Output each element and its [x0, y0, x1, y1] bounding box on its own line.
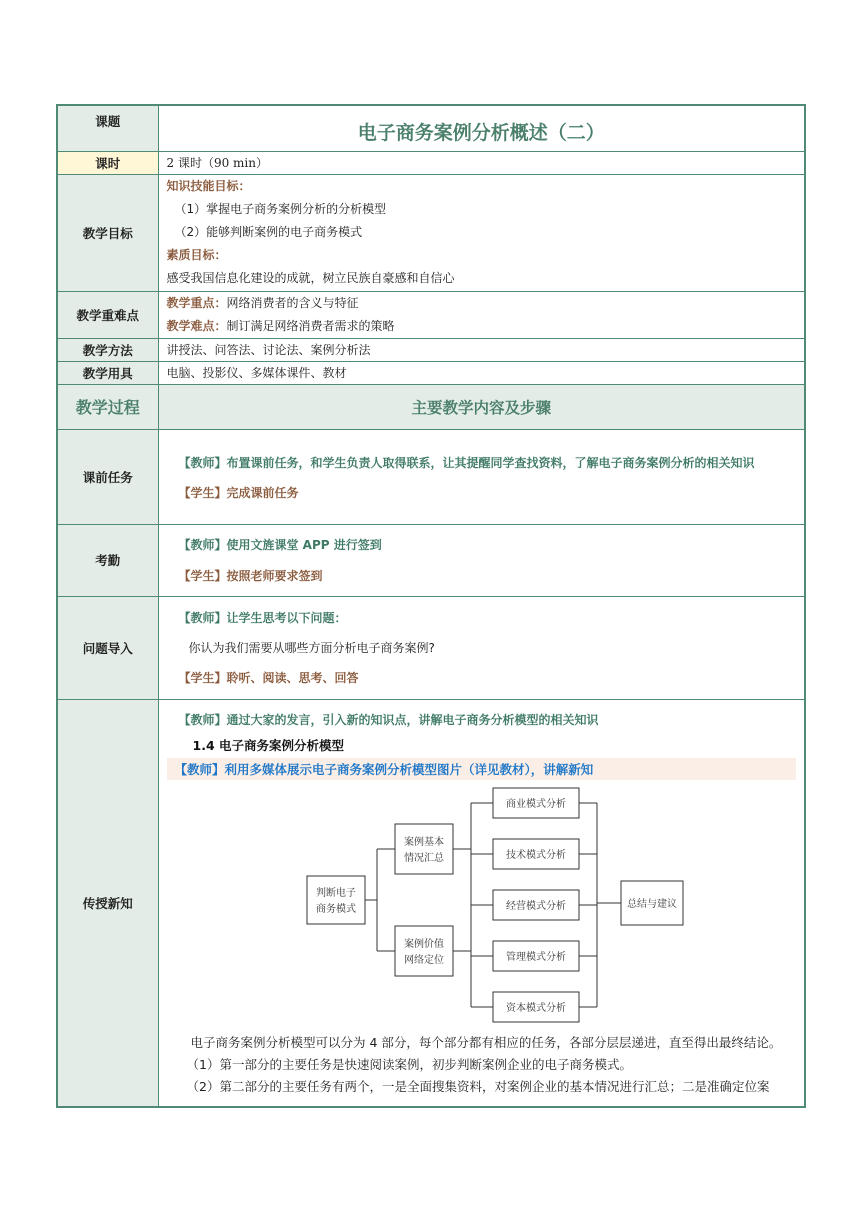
quality-goal-text: 感受我国信息化建设的成就，树立民族自豪感和自信心 — [166, 271, 455, 285]
pre-task-student: 【学生】完成课前任务 — [178, 485, 299, 500]
intro-teacher: 【教师】让学生思考以下问题： — [178, 610, 347, 625]
node-basic-info-line1: 案例基本 — [403, 836, 444, 848]
goal-item-1: （1）掌握电子商务案例分析的分析模型 — [174, 202, 387, 216]
pre-task-content — [158, 429, 805, 524]
attendance-content — [158, 524, 805, 596]
intro-question: 你认为我们需要从哪些方面分析电子商务案例? — [188, 640, 435, 655]
attendance-student: 【学生】按照老师要求签到 — [178, 568, 323, 583]
node-basic-info — [395, 824, 453, 874]
goal-item-2: （2）能够判断案例的电子商务模式 — [174, 225, 363, 239]
keypoints-label: 教学重难点 — [57, 291, 158, 338]
key-text: 网络消费者的含义与特征 — [226, 295, 359, 310]
knowledge-goal-title: 知识技能目标： — [166, 179, 251, 193]
teach-para-3: （2）第二部分的主要任务有两个，一是全面搜集资料，对案例企业的基本情况进行汇总；二是准确定位案 — [186, 1078, 770, 1094]
method-row — [57, 338, 805, 361]
teach-content — [158, 699, 805, 1107]
lesson-plan-table — [56, 104, 806, 1108]
teach-label: 传授新知 — [57, 699, 158, 1107]
intro-label: 问题导入 — [57, 596, 158, 699]
node-root-line1: 判断电子 — [315, 887, 356, 899]
goals-row — [57, 174, 805, 291]
attendance-row — [57, 524, 805, 596]
page-title: 电子商务案例分析概述（二） — [158, 105, 805, 151]
key-title: 教学重点： — [166, 295, 227, 310]
teach-para-2: （1）第一部分的主要任务是快速阅读案例，初步判断案例企业的电子商务模式。 — [186, 1056, 632, 1072]
keypoints-content — [158, 291, 805, 338]
node-value-line1: 案例价值 — [403, 938, 444, 950]
intro-student: 【学生】聆听、阅读、思考、回答 — [178, 670, 359, 685]
tools-row — [57, 361, 805, 384]
difficulty-title: 教学难点： — [166, 318, 227, 333]
goals-label: 教学目标 — [57, 174, 158, 291]
method-value: 讲授法、问答法、讨论法、案例分析法 — [158, 338, 805, 361]
topic-row — [57, 105, 805, 151]
process-header-row — [57, 384, 805, 429]
teach-teacher-media: 【教师】利用多媒体展示电子商务案例分析模型图片（详见教材），讲解新知 — [167, 758, 797, 780]
hours-value: 2 课时（90 min） — [158, 151, 805, 174]
node-tech-text: 技术模式分析 — [505, 849, 566, 861]
node-summary-text: 总结与建议 — [626, 898, 677, 910]
node-basic-info-line2: 情况汇总 — [403, 852, 444, 864]
node-capital-text: 资本模式分析 — [505, 1002, 566, 1014]
hours-label: 课时 — [57, 151, 158, 174]
node-value-positioning — [395, 926, 453, 976]
method-label: 教学方法 — [57, 338, 158, 361]
topic-label: 课题 — [57, 105, 158, 151]
hours-row — [57, 151, 805, 174]
node-management-text: 管理模式分析 — [505, 951, 566, 963]
pre-task-row — [57, 429, 805, 524]
intro-row — [57, 596, 805, 699]
node-value-line2: 网络定位 — [403, 954, 444, 966]
tools-value: 电脑、投影仪、多媒体课件、教材 — [158, 361, 805, 384]
teach-teacher: 【教师】通过大家的发言，引入新的知识点，讲解电子商务分析模型的相关知识 — [178, 712, 599, 727]
node-root — [307, 876, 365, 924]
difficulty-text: 制订满足网络消费者需求的策略 — [226, 318, 395, 333]
attendance-label: 考勤 — [57, 524, 158, 596]
attendance-teacher: 【教师】使用文旌课堂 APP 进行签到 — [178, 537, 382, 552]
goals-content — [158, 174, 805, 291]
keypoints-row — [57, 291, 805, 338]
analysis-model-diagram — [167, 786, 797, 1028]
quality-goal-title: 素质目标： — [166, 248, 227, 262]
pre-task-teacher: 【教师】布置课前任务，和学生负责人取得联系，让其提醒同学查找资料，了解电子商务案例分析的相关知识 — [178, 455, 755, 470]
node-root-line2: 商务模式 — [315, 903, 356, 915]
intro-content — [158, 596, 805, 699]
section-heading: 1.4 电子商务案例分析模型 — [192, 737, 344, 753]
process-header-left: 教学过程 — [57, 384, 158, 429]
tools-label: 教学用具 — [57, 361, 158, 384]
process-header-right: 主要教学内容及步骤 — [158, 384, 805, 429]
pre-task-label: 课前任务 — [57, 429, 158, 524]
teach-para-1: 电子商务案例分析模型可以分为 4 部分，每个部分都有相应的任务，各部分层层递进，直至得出最终结论。 — [190, 1034, 782, 1050]
node-operation-text: 经营模式分析 — [505, 900, 566, 912]
teach-row — [57, 699, 805, 1107]
node-business-text: 商业模式分析 — [505, 798, 566, 810]
